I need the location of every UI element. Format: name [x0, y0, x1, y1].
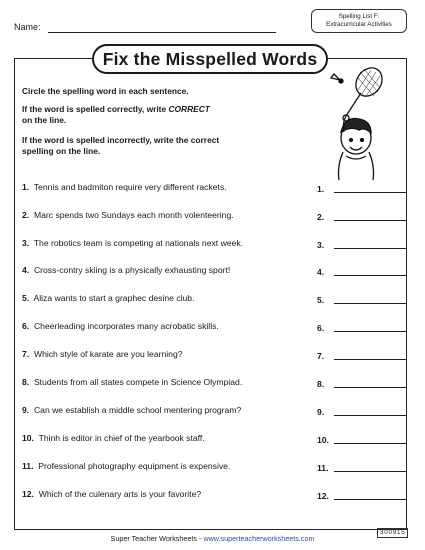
answer-line-4[interactable] [334, 275, 406, 276]
question-11 [22, 461, 340, 471]
answer-line-7[interactable] [334, 359, 406, 360]
answer-label-6: 6. [317, 323, 325, 333]
answer-line-1[interactable] [334, 192, 406, 193]
question-number: 1. [22, 182, 30, 192]
instruction-2-correct: CORRECT [168, 104, 210, 114]
title-box [92, 44, 328, 74]
spelling-list-badge [311, 9, 407, 33]
question-4 [22, 265, 340, 275]
worksheet-code: 300915 [377, 528, 408, 538]
footer-brand: Super Teacher Worksheets - [110, 534, 204, 543]
question-number: 7. [22, 349, 30, 359]
question-text: The robotics team is competing at nationals next week. [33, 238, 244, 248]
answer-line-2[interactable] [334, 220, 406, 221]
question-text: Which style of karate are you learning? [33, 349, 183, 359]
instruction-3-text: If the word is spelled incorrectly, write the correct [22, 135, 220, 145]
answer-line-11[interactable] [334, 471, 406, 472]
instruction-2 [22, 104, 332, 125]
question-6 [22, 321, 340, 331]
instruction-3 [22, 135, 332, 156]
question-12 [22, 489, 340, 499]
question-text: Professional photography equipment is expensive. [38, 461, 231, 471]
question-10 [22, 433, 340, 443]
answer-line-8[interactable] [334, 387, 406, 388]
instruction-3-end: spelling on the line. [22, 145, 101, 156]
answer-label-9: 9. [317, 407, 325, 417]
question-7 [22, 349, 340, 359]
answer-label-11: 11. [317, 463, 329, 473]
answer-label-1: 1. [317, 184, 325, 194]
question-2 [22, 210, 340, 220]
question-9 [22, 405, 340, 415]
question-number: 3. [22, 238, 30, 248]
badminton-player-icon [316, 66, 406, 184]
answer-line-10[interactable] [334, 443, 406, 444]
question-number: 12. [22, 489, 34, 499]
question-number: 2. [22, 210, 30, 220]
badge-line-2: Extracurricular Activities [326, 21, 392, 28]
question-number: 4. [22, 265, 30, 275]
question-text: Can we establish a middle school mentering program? [33, 405, 242, 415]
footer [0, 534, 425, 543]
answer-line-6[interactable] [334, 331, 406, 332]
answer-line-3[interactable] [334, 248, 406, 249]
answer-label-3: 3. [317, 240, 325, 250]
answer-label-4: 4. [317, 267, 325, 277]
instruction-2-text: If the word is spelled correctly, write [22, 104, 169, 114]
page-title: Fix the Misspelled Words [102, 49, 318, 69]
question-number: 5. [22, 293, 30, 303]
question-number: 10. [22, 433, 34, 443]
answer-line-5[interactable] [334, 303, 406, 304]
answer-line-9[interactable] [334, 415, 406, 416]
badge-line-1: Spelling List F: [338, 13, 380, 20]
answer-line-12[interactable] [334, 499, 406, 500]
question-text: Which of the culenary arts is your favorite? [38, 489, 202, 499]
question-text: Thinh is editor in chief of the yearbook staff. [38, 433, 205, 443]
instruction-1: Circle the spelling word in each sentence. [22, 86, 189, 96]
question-text: Aliza wants to start a graphec desine club. [33, 293, 195, 303]
question-8 [22, 377, 340, 387]
question-text: Cross-contry skiing is a physically exhausting sport! [33, 265, 231, 275]
answer-label-8: 8. [317, 379, 325, 389]
question-1 [22, 182, 340, 192]
name-line[interactable] [48, 32, 276, 33]
answer-label-2: 2. [317, 212, 325, 222]
question-text: Students from all states compete in Science Olympiad. [33, 377, 243, 387]
question-3 [22, 238, 340, 248]
question-text: Tennis and badmiton require very different rackets. [33, 182, 227, 192]
question-5 [22, 293, 340, 303]
question-number: 11. [22, 461, 34, 471]
question-text: Marc spends two Sundays each month volenteering. [33, 210, 234, 220]
question-text: Cheerleading incorporates many acrobatic skills. [33, 321, 219, 331]
answer-label-5: 5. [317, 295, 325, 305]
answer-label-7: 7. [317, 351, 325, 361]
question-number: 6. [22, 321, 30, 331]
question-number: 9. [22, 405, 30, 415]
instruction-2-end: on the line. [22, 114, 67, 125]
name-label: Name: [14, 22, 41, 32]
answer-label-10: 10. [317, 435, 329, 445]
question-number: 8. [22, 377, 30, 387]
footer-url[interactable]: www.superteacherworksheets.com [203, 534, 315, 543]
answer-label-12: 12. [317, 491, 329, 501]
